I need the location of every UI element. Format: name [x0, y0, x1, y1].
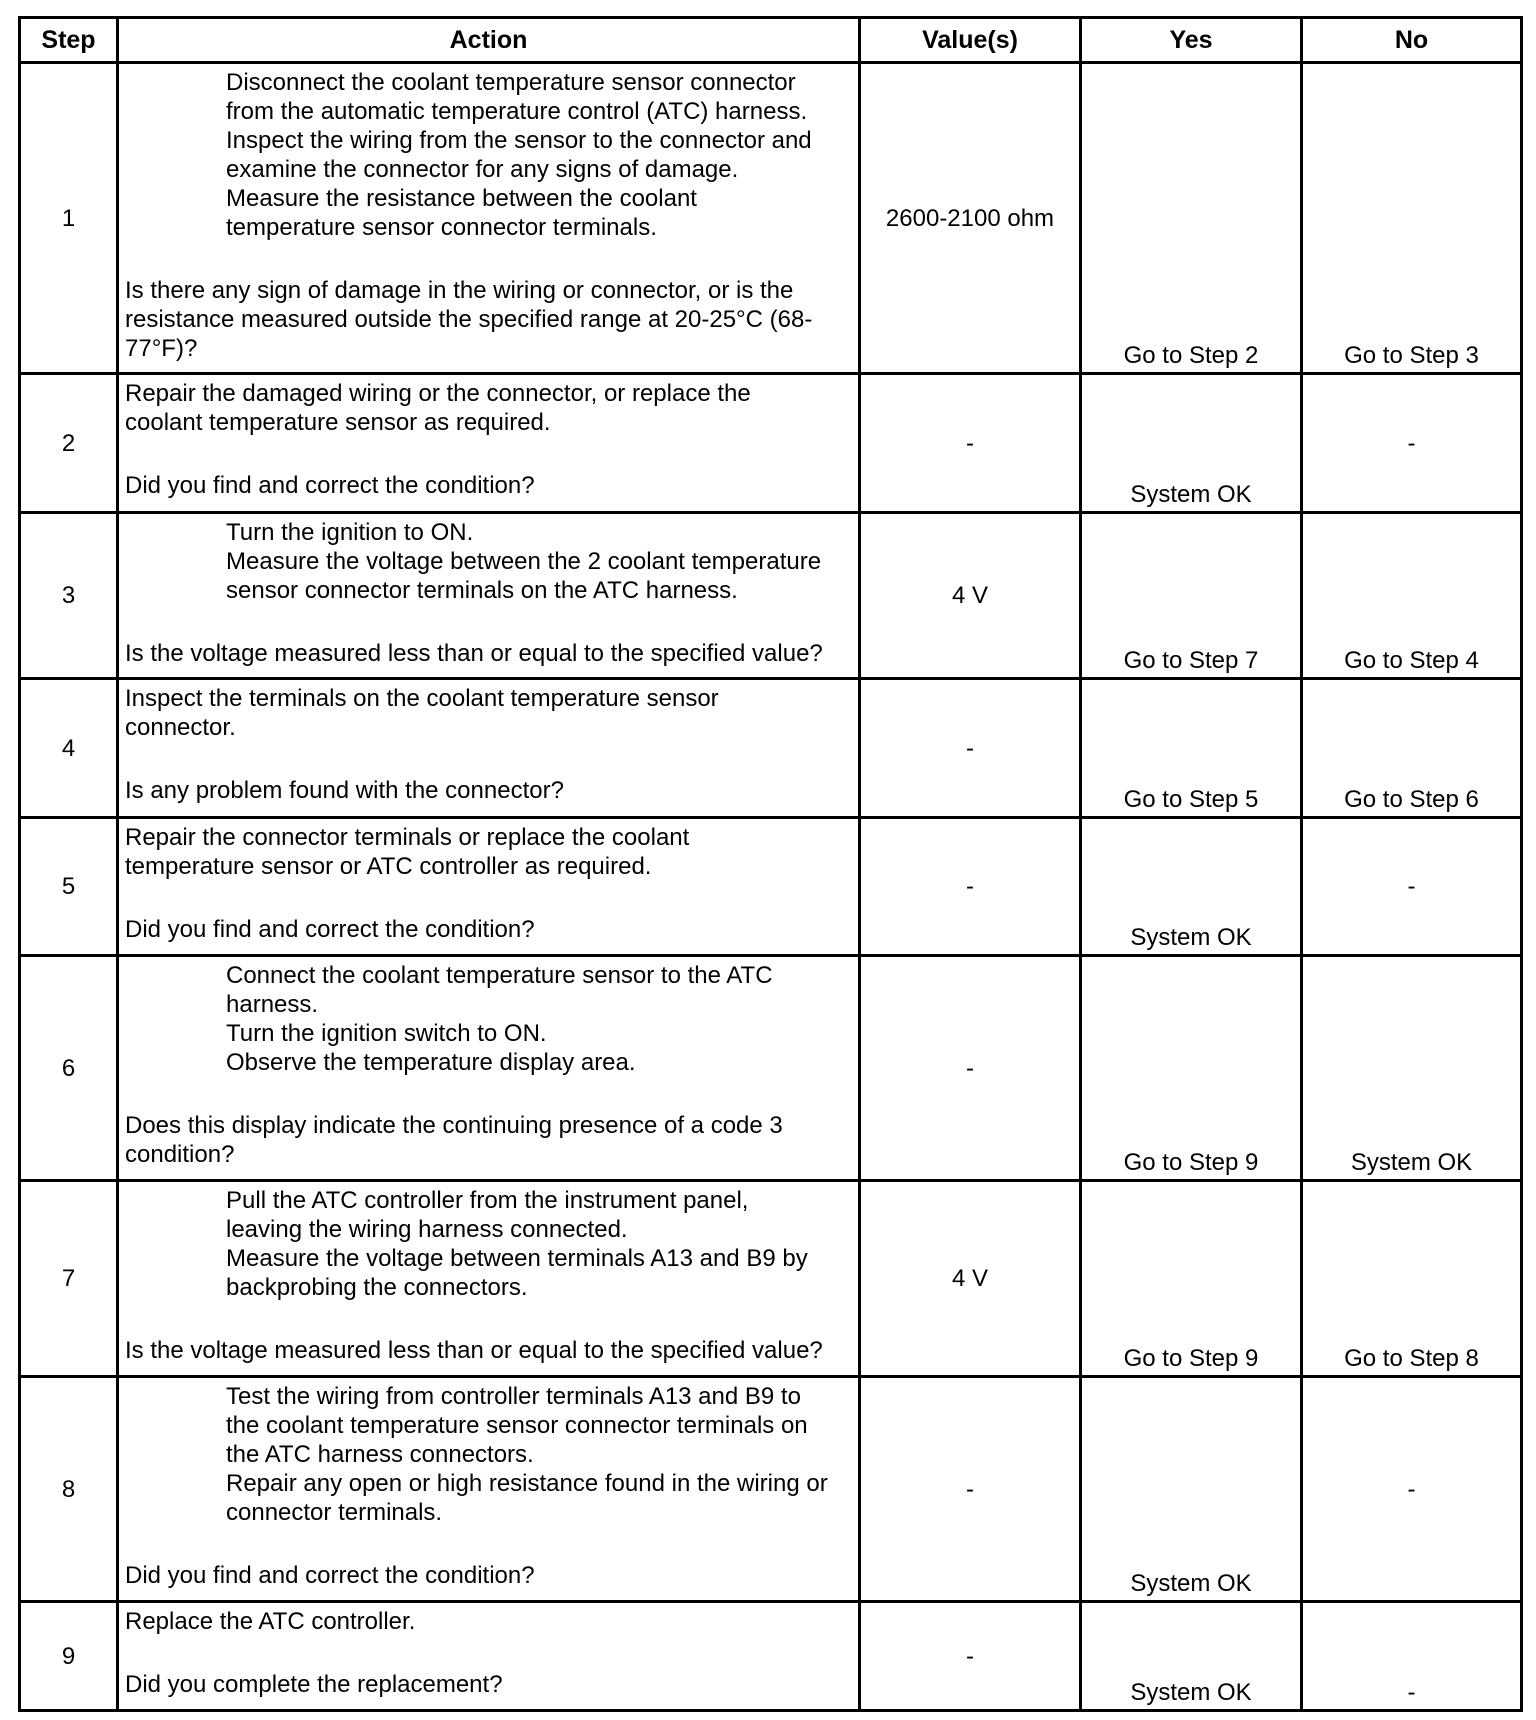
header-yes: Yes — [1081, 18, 1302, 63]
table-header — [20, 18, 1522, 63]
action-cell — [118, 956, 860, 1181]
question-line: Did you find and correct the condition? — [125, 1562, 535, 1589]
action-cell — [118, 1602, 860, 1711]
action-line: connector terminals. — [226, 1499, 443, 1526]
yes-cell: System OK — [1081, 374, 1302, 513]
action-instructions — [125, 1186, 854, 1302]
question-line: condition? — [125, 1141, 235, 1168]
table-body — [20, 63, 1522, 1711]
table-row — [20, 818, 1522, 956]
action-line: Measure the resistance between the coolant — [226, 185, 697, 212]
step-number: 6 — [20, 956, 118, 1181]
table-row — [20, 956, 1522, 1181]
table-row — [20, 513, 1522, 679]
action-line: Test the wiring from controller terminals A13 and B9 to — [226, 1383, 801, 1410]
action-line: Disconnect the coolant temperature sensor connector — [226, 69, 796, 96]
action-line: Repair any open or high resistance found in the wiring or — [226, 1470, 828, 1497]
value-cell: - — [860, 1377, 1081, 1602]
yes-cell: Go to Step 2 — [1081, 63, 1302, 374]
table-row — [20, 679, 1522, 818]
action-line: Measure the voltage between terminals A13 and B9 by — [226, 1245, 808, 1272]
action-question — [125, 276, 854, 363]
header-step: Step — [20, 18, 118, 63]
question-line: resistance measured outside the specified range at 20-25°C (68- — [125, 306, 813, 333]
table-row — [20, 63, 1522, 374]
value-cell: - — [860, 956, 1081, 1181]
no-cell: - — [1302, 1602, 1522, 1711]
no-cell: - — [1302, 374, 1522, 513]
question-line: Is the voltage measured less than or equal to the specified value? — [125, 640, 823, 667]
action-instructions — [125, 379, 854, 437]
header-row — [20, 18, 1522, 63]
no-cell: Go to Step 4 — [1302, 513, 1522, 679]
action-line: examine the connector for any signs of damage. — [226, 156, 739, 183]
action-line: Repair the damaged wiring or the connector, or replace the — [125, 380, 751, 407]
yes-cell: System OK — [1081, 1377, 1302, 1602]
action-question — [125, 1111, 854, 1169]
step-number: 7 — [20, 1181, 118, 1377]
header-values: Value(s) — [860, 18, 1081, 63]
question-line: Did you complete the replacement? — [125, 1671, 503, 1698]
action-question — [125, 776, 854, 805]
action-line: Replace the ATC controller. — [125, 1608, 416, 1635]
action-line: Turn the ignition to ON. — [226, 519, 474, 546]
action-line: leaving the wiring harness connected. — [226, 1216, 628, 1243]
no-cell: Go to Step 6 — [1302, 679, 1522, 818]
action-line: sensor connector terminals on the ATC harness. — [226, 577, 738, 604]
action-question — [125, 1561, 854, 1590]
table-row — [20, 1602, 1522, 1711]
yes-cell: Go to Step 7 — [1081, 513, 1302, 679]
yes-cell: Go to Step 9 — [1081, 956, 1302, 1181]
action-line: Turn the ignition switch to ON. — [226, 1020, 547, 1047]
action-line: connector. — [125, 714, 236, 741]
value-cell: 2600-2100 ohm — [860, 63, 1081, 374]
value-cell: 4 V — [860, 513, 1081, 679]
step-number: 4 — [20, 679, 118, 818]
no-cell: Go to Step 8 — [1302, 1181, 1522, 1377]
yes-cell: System OK — [1081, 818, 1302, 956]
action-cell — [118, 374, 860, 513]
question-line: 77°F)? — [125, 335, 198, 362]
action-line: temperature sensor connector terminals. — [226, 214, 657, 241]
value-cell: - — [860, 1602, 1081, 1711]
action-cell — [118, 1377, 860, 1602]
action-question — [125, 639, 854, 668]
question-line: Is any problem found with the connector? — [125, 777, 564, 804]
no-cell: - — [1302, 1377, 1522, 1602]
action-cell — [118, 818, 860, 956]
header-no: No — [1302, 18, 1522, 63]
action-line: Inspect the wiring from the sensor to the connector and — [226, 127, 812, 154]
action-instructions — [125, 961, 854, 1077]
no-cell: System OK — [1302, 956, 1522, 1181]
action-line: Pull the ATC controller from the instrument panel, — [226, 1187, 749, 1214]
table-row — [20, 1377, 1522, 1602]
action-line: Observe the temperature display area. — [226, 1049, 636, 1076]
value-cell: - — [860, 679, 1081, 818]
action-instructions — [125, 1382, 854, 1527]
yes-cell: Go to Step 5 — [1081, 679, 1302, 818]
question-line: Did you find and correct the condition? — [125, 916, 535, 943]
no-cell: Go to Step 3 — [1302, 63, 1522, 374]
action-line: backprobing the connectors. — [226, 1274, 528, 1301]
table-row — [20, 1181, 1522, 1377]
step-number: 1 — [20, 63, 118, 374]
action-line: Measure the voltage between the 2 coolant temperature — [226, 548, 822, 575]
action-instructions — [125, 684, 854, 742]
no-cell: - — [1302, 818, 1522, 956]
action-line: Connect the coolant temperature sensor to the ATC — [226, 962, 773, 989]
action-question — [125, 1336, 854, 1365]
action-question — [125, 471, 854, 500]
action-line: coolant temperature sensor as required. — [125, 409, 551, 436]
step-number: 9 — [20, 1602, 118, 1711]
diagnostic-table — [18, 16, 1523, 1712]
action-line: Inspect the terminals on the coolant temperature sensor — [125, 685, 719, 712]
action-cell — [118, 513, 860, 679]
action-line: from the automatic temperature control (ATC) harness. — [226, 98, 808, 125]
action-instructions — [125, 518, 854, 605]
action-question — [125, 915, 854, 944]
action-line: Repair the connector terminals or replace the coolant — [125, 824, 690, 851]
value-cell: 4 V — [860, 1181, 1081, 1377]
step-number: 3 — [20, 513, 118, 679]
value-cell: - — [860, 818, 1081, 956]
question-line: Is there any sign of damage in the wiring or connector, or is the — [125, 277, 794, 304]
question-line: Is the voltage measured less than or equal to the specified value? — [125, 1337, 823, 1364]
table-row — [20, 374, 1522, 513]
yes-cell: System OK — [1081, 1602, 1302, 1711]
action-cell — [118, 679, 860, 818]
action-line: temperature sensor or ATC controller as required. — [125, 853, 652, 880]
step-number: 8 — [20, 1377, 118, 1602]
header-action: Action — [118, 18, 860, 63]
value-cell: - — [860, 374, 1081, 513]
action-instructions — [125, 1607, 854, 1636]
action-line: the coolant temperature sensor connector terminals on — [226, 1412, 808, 1439]
question-line: Does this display indicate the continuing presence of a code 3 — [125, 1112, 783, 1139]
action-instructions — [125, 823, 854, 881]
step-number: 2 — [20, 374, 118, 513]
action-cell — [118, 63, 860, 374]
action-question — [125, 1670, 854, 1699]
yes-cell: Go to Step 9 — [1081, 1181, 1302, 1377]
action-instructions — [125, 68, 854, 242]
action-line: the ATC harness connectors. — [226, 1441, 534, 1468]
step-number: 5 — [20, 818, 118, 956]
action-cell — [118, 1181, 860, 1377]
action-line: harness. — [226, 991, 319, 1018]
question-line: Did you find and correct the condition? — [125, 472, 535, 499]
